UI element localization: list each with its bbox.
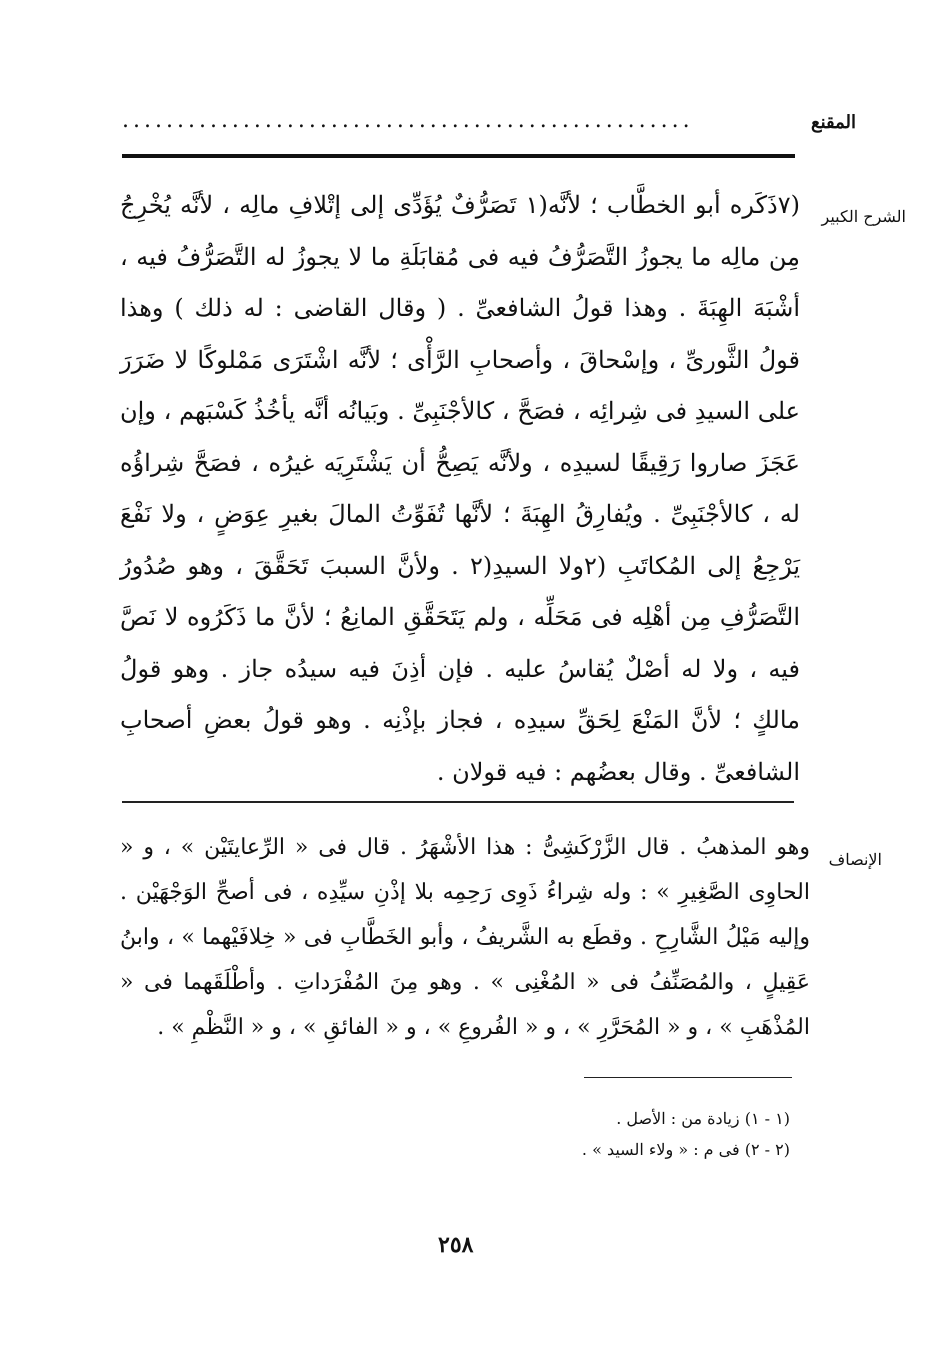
footnote-2: (٢ - ٢) فى م : « ولاء السيد » . [581,1140,790,1159]
header-dotted-leader: .................................................... [122,108,694,130]
side-label-insaf: الإنصاف [828,850,882,869]
footnote-rule [584,1077,792,1078]
footnotes [230,1103,790,1165]
page-number: ٢٥٨ [438,1232,474,1258]
main-commentary [120,180,800,798]
running-header-title: المقنع [810,112,856,133]
header-rule [122,154,795,158]
side-label-sharh: الشرح الكبير [821,207,906,226]
insaf-commentary [120,825,810,1050]
footnote-1: (١ - ١) زيادة من : الأصل . [616,1109,790,1128]
main-paragraph: (٧ذَكَره أبو الخطَّاب ؛ لأنَّه(١ تَصَرُّفٌ يُؤَدِّى إلى إتْلافِ مالِه ، لأنَّه يُخْرِجُ مِن مالِه ما يجوزُ التَّصَرُّفُ فيه فى مُقابَلَةِ ما لا يجوزُ له التَّصَرُّفُ فيه ، أشْبَهَ الهِبَةَ . وهذا قولُ الشافعىِّ . ( وقال القاضى : له ذلك ) وهذا قولُ الثَّورىِّ ، وإسْحاقَ ، وأصحابِ الرَّأْى ؛ لأنَّه اشْتَرَى مَمْلوكًا لا ضَرَرَ على السيدِ فى شِرائِه ، فصَحَّ ، كالأجْنَبِىِّ . وبَيانُه أنَّه يأخُذُ كَسْبَهم ، وإن عَجَزَ صاروا رَقِيقًا لسيدِه ، ولأنَّه يَصِحُّ أن يَشْتَرِيَه غيرُه ، فصَحَّ شِراؤُه له ، كالأجْنَبِىِّ . ويُفارِقُ الهِبَةَ ؛ لأنَّها تُفَوِّتُ المالَ بغيرِ عِوَضٍ ، ولا نَفْعَ يَرْجِعُ إلى المُكاتَبِ (٢ولا السيدِ(٢ . ولأنَّ السببَ تَحَقَّقَ ، وهو صُدُورُ التَّصَرُّفِ مِن أهْلِه فى مَحَلِّه ، ولم يَتَحَقَّقِ المانِعُ ؛ لأنَّ ما ذَكَرُوه لا نَصَّ فيه ، ولا له أصْلٌ يُقاسُ عليه . فإن أذِنَ فيه سيدُه جاز . وهو قولُ مالكٍ ؛ لأنَّ المَنْعَ لِحَقِّ سيدِه ، فجاز بإذْنِه . وهو قولُ بعضِ أصحابِ الشافعىِّ . وقال بعضُهم : فيه قولان . [120,191,801,786]
section-divider [122,801,794,803]
insaf-paragraph: وهو المذهبُ . قال الزَّرْكَشِىُّ : هذا الأشْهَرُ . قال فى « الرِّعايتَيْن » ، و « الحاوِى الصَّغِيرِ » : وله شِراءُ ذَوِى رَحِمِه بلا إذْنِ سيِّدِه ، فى أصحِّ الوَجْهَيْن . وإليه مَيْلُ الشَّارِحِ . وقطَع به الشَّريفُ ، وأبو الخَطَّابِ فى « خِلافَيْهما » ، وابنُ عَقِيلٍ ، والمُصَنِّفُ فى « المُغْنِى » . وهو مِنَ المُفْرَداتِ . وأطْلَقَهما فى « المُذْهَبِ » ، و « المُحَرَّرِ » ، و « الفُروعِ » ، و « الفائقِ » ، و « النَّظْمِ » . [120,835,810,1040]
